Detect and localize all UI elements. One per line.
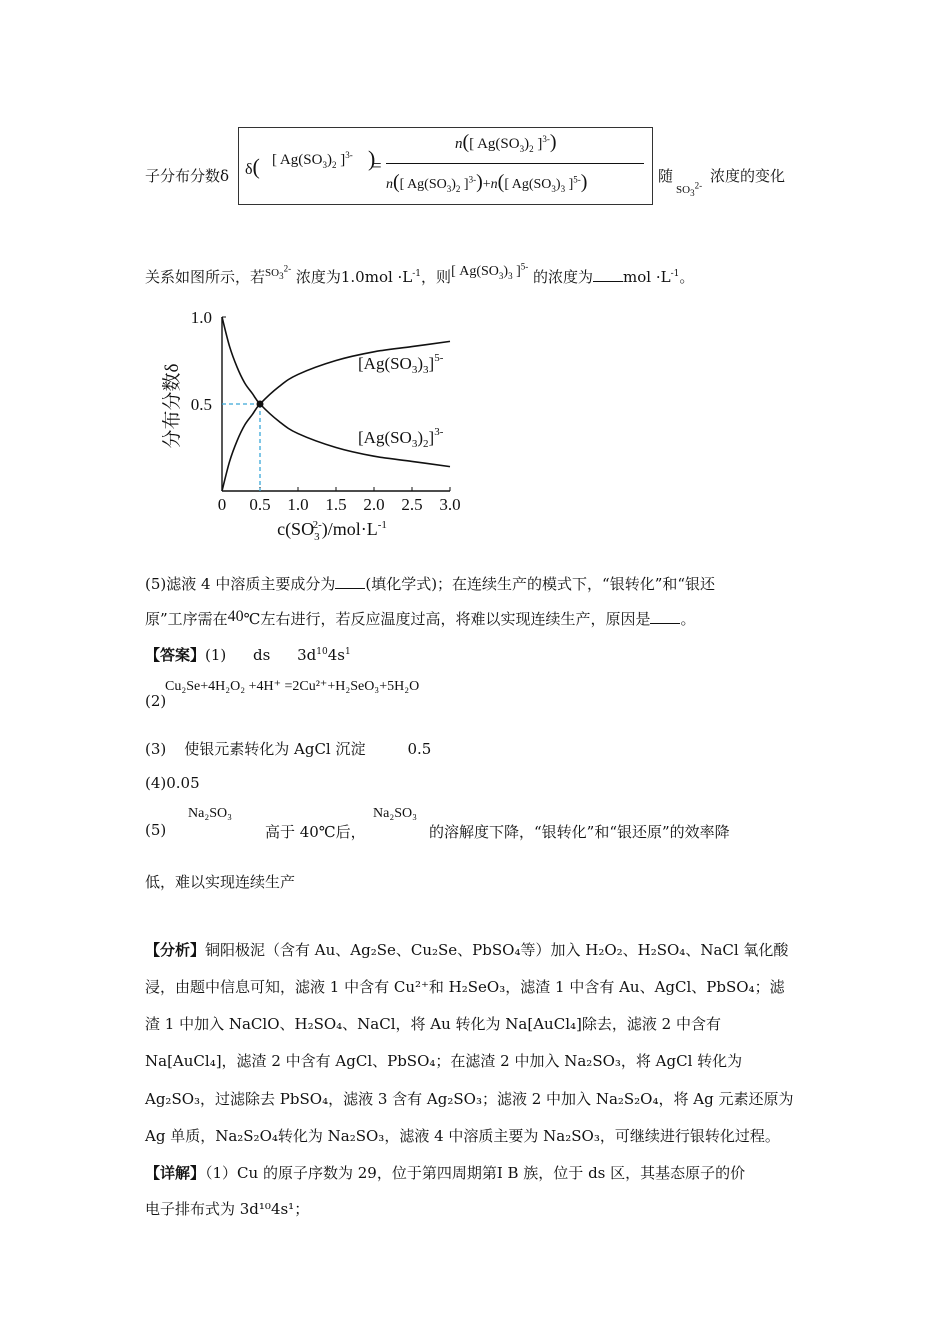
x-tick-label: 0 xyxy=(217,495,227,514)
analysis-p2: 浸，由题中信息可知，滤液 1 中含有 Cu²⁺和 H₂SeO₃，滤渣 1 中含有 Au、AgCl、PbSO₄；滤 xyxy=(145,978,785,996)
q5-blank-1[interactable] xyxy=(335,576,365,589)
lhs-close: ) xyxy=(368,146,376,171)
follow-text: 随 xyxy=(658,167,674,185)
answer-row-5-text3: 低，难以实现连续生产 xyxy=(145,873,296,891)
so3-ion: $SO_3^{2-}$ xyxy=(676,180,703,199)
equals-sign: = xyxy=(372,156,382,175)
numerator: n([ $Ag(SO_3)_2$ ]$^{3-}$) xyxy=(455,131,557,154)
outer-bracket-right xyxy=(648,127,653,205)
answer-row-5-formula2: Na₂SO₃ xyxy=(373,806,417,821)
q5-line2: 原”工序需在40℃左右进行，若反应温度过高，将难以实现连续生产，原因是 。 xyxy=(145,608,696,628)
analysis-p4: Na[AuCl₄]，滤渣 2 中含有 AgCl、PbSO₄；在滤渣 2 中加入 Na₂SO₃，将 AgCl 转化为 xyxy=(145,1052,743,1070)
fraction-bar xyxy=(386,163,644,164)
y-tick-label: 1.0 xyxy=(190,308,212,327)
series-label-2: $[Ag(SO_3)_2]^{3-}$ xyxy=(358,426,444,450)
lhs-species: [ $Ag(SO_3)_2$ ]$^{3-}$ xyxy=(272,150,353,170)
q5-line1: (5)滤液 4 中溶质主要成分为 (填化学式)；在连续生产的模式下，“银转化”和“银还 xyxy=(145,575,716,593)
answer-blank[interactable] xyxy=(593,269,623,282)
detail-p1: 【详解】（1）Cu 的原子序数为 29，位于第四周期第Ⅰ B 族，位于 ds 区，其基态原子的价 xyxy=(145,1164,746,1182)
q5-blank-2[interactable] xyxy=(650,611,680,624)
x-tick-label: 0.5 xyxy=(249,495,271,514)
x-tick-label: 2.0 xyxy=(363,495,385,514)
answer-row-2-label: (2) xyxy=(145,692,167,710)
intro-tail: 浓度的变化 xyxy=(710,167,786,185)
distribution-chart xyxy=(150,305,470,545)
series-label-1: $[Ag(SO_3)_3]^{5-}$ xyxy=(358,352,444,376)
answer-row-2-equation: Cu₂Se+4H₂O₂ +4H⁺ =2Cu²⁺+H₂SeO₃+5H₂O xyxy=(165,679,420,694)
answer-row-5-text2: 的溶解度下降，“银转化”和“银还原”的效率降 xyxy=(429,823,730,841)
delta-symbol: δ( xyxy=(245,154,260,179)
answer-row-5-text1: 高于 40℃后， xyxy=(265,823,366,841)
x-tick-label: 1.5 xyxy=(325,495,347,514)
answer-row-4: (4)0.05 xyxy=(145,774,200,792)
y-tick-label: 0.5 xyxy=(190,395,212,414)
x-tick-label: 1.0 xyxy=(287,495,309,514)
x-axis-label: $c(SO_32-)/mol\cdot L^{-1}$ xyxy=(277,519,387,543)
intro-lead: 子分布分数δ xyxy=(145,167,230,185)
x-tick-label: 3.0 xyxy=(439,495,461,514)
analysis-p6: Ag 单质，Na₂S₂O₄转化为 Na₂SO₃，滤液 4 中溶质主要为 Na₂SO₃，可继续进行银转化过程。 xyxy=(145,1127,780,1145)
answer-row-5-label: (5) xyxy=(145,821,167,839)
analysis-p3: 渣 1 中加入 NaClO、H₂SO₄、NaCl，将 Au 转化为 Na[AuCl₄]除去，滤液 2 中含有 xyxy=(145,1015,721,1033)
y-axis-label: 分布分数δ xyxy=(162,363,183,449)
detail-p2: 电子排布式为 3d¹⁰4s¹； xyxy=(145,1200,310,1218)
x-tick-label: 2.5 xyxy=(401,495,423,514)
answer-row-3: (3) 使银元素转化为 AgCl 沉淀 0.5 xyxy=(145,740,432,758)
analysis-p5: Ag₂SO₃，过滤除去 PbSO₄，滤液 3 含有 Ag₂SO₃；滤液 2 中加入 Na₂S₂O₄，将 Ag 元素还原为 xyxy=(145,1090,794,1108)
answer-row-5-formula: Na₂SO₃ xyxy=(188,806,232,821)
denominator: n([ $Ag(SO_3)_2$ ]$^{3-}$)+n([ $Ag(SO_3)_3$ ]$^{5-}$) xyxy=(386,171,588,194)
intersection-point xyxy=(257,401,264,408)
answer-row-1: 【答案】(1) ds $3d^{10}4s^1$ xyxy=(145,646,351,664)
analysis-p1: 【分析】铜阳极泥（含有 Au、Ag₂Se、Cu₂Se、PbSO₄等）加入 H₂O₂、H₂SO₄、NaCl 氧化酸 xyxy=(145,941,789,959)
line2: 关系如图所示，若$^{SO_3^{2-}}$ 浓度为$1.0mol \cdot L^{-1}$，则[ $Ag(SO_3)_3$ ]$^{5-}$ 的浓度为 mol $\cdot L^{-1}$。 xyxy=(145,261,695,286)
